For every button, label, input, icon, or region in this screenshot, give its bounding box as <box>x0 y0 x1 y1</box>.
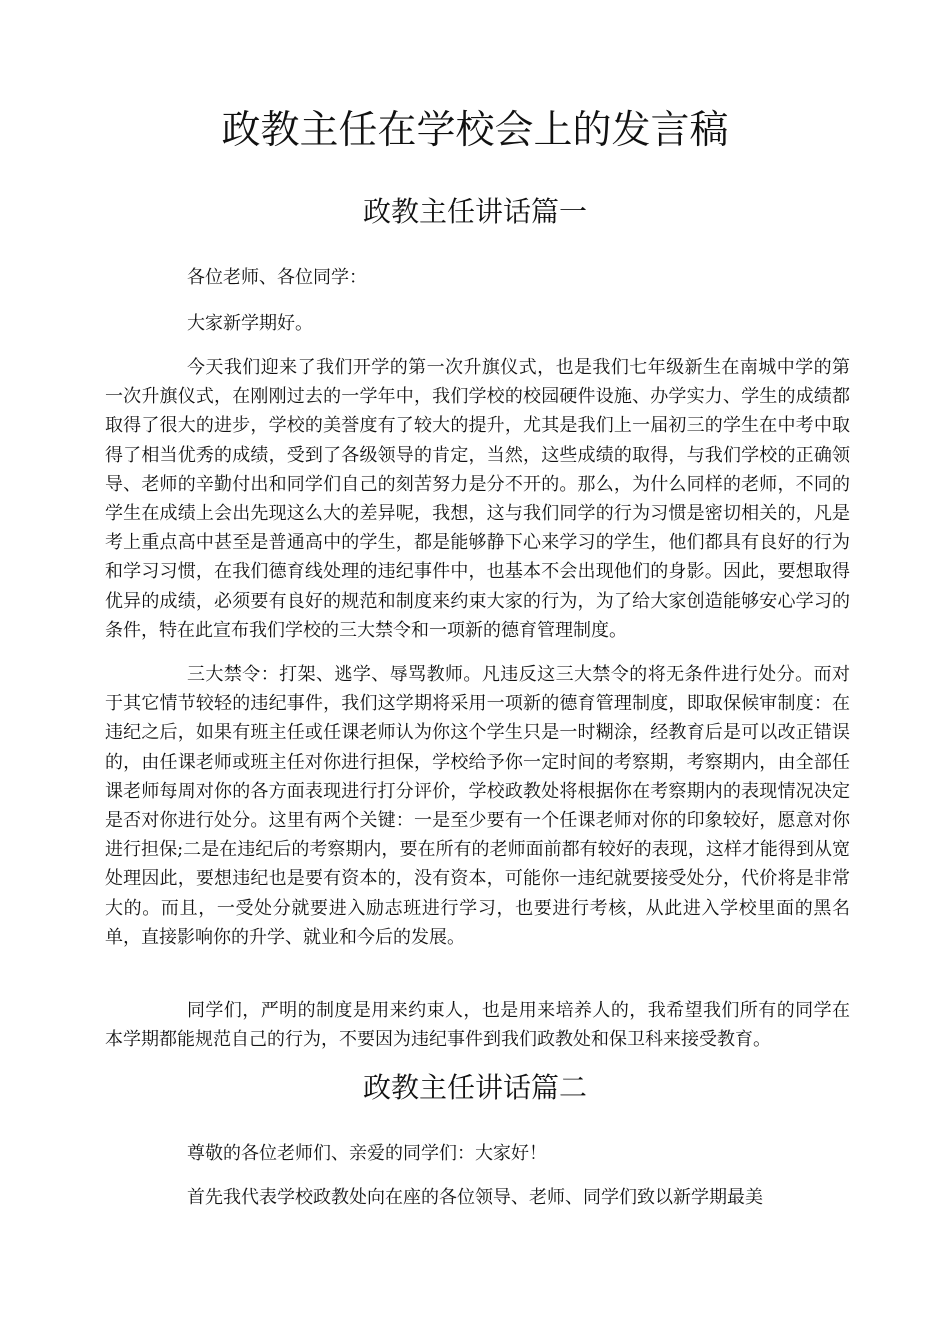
section-heading-1: 政教主任讲话篇一 <box>362 195 587 228</box>
body-paragraph-1: 今天我们迎来了我们开学的第一次升旗仪式，也是我们七年级新生在南城中学的第一次升旗仪式，在刚刚过去的一学年中，我们学校的校园硬件设施、办学实力、学生的成绩都取得了很大的进步，学校的美誉度有了较大的提升，尤其是我们上一届初三的学生在中考中取得了相当优秀的成绩，受到了各级领导的肯定，当然，这些成绩的取得，与我们学校的正确领导、老师的辛勤付出和同学们自己的刻苦努力是分不开的。那么，为什么同样的老师，不同的学生在成绩上会出先现这么大的差异呢，我想，这与我们同学的行为习惯是密切相关的，凡是考上重点高中甚至是普通高中的学生，都是能够静下心来学习的学生，他们都具有良好的行为和学习习惯，在我们德育线处理的违纪事件中，也基本不会出现他们的身影。因此，要想取得优异的成绩，必须要有良好的规范和制度来约束大家的行为，为了给大家创造能够安心学习的条件，特在此宣布我们学校的三大禁令和一项新的德育管理制度。 <box>105 357 850 641</box>
section-heading-2: 政教主任讲话篇二 <box>362 1071 587 1104</box>
body-paragraph-2: 三大禁令：打架、逃学、辱骂教师。凡违反这三大禁令的将无条件进行处分。而对于其它情节较轻的违纪事件，我们这学期将采用一项新的德育管理制度，即取保候审制度：在违纪之后，如果有班主任或任课老师认为你这个学生只是一时糊涂，经教育后是可以改正错误的，由任课老师或班主任对你进行担保，学校给予你一定时间的考察期，考察期内，由全部任课老师每周对你的各方面表现进行打分评价，学校政教处将根据你在考察期内的表现情况决定是否对你进行处分。这里有两个关键：一是至少要有一个任课老师对你的印象较好，愿意对你进行担保;二是在违纪后的考察期内，要在所有的老师面前都有较好的表现，这样才能得到从宽处理因此，要想违纪也是要有资本的，没有资本，可能你一违纪就要接受处分，代价将是非常大的。而且，一受处分就要进入励志班进行学习，也要进行考核，从此进入学校里面的黑名单，直接影响你的升学、就业和今后的发展。 <box>105 664 850 948</box>
greeting-paragraph-2: 尊敬的各位老师们、亲爱的同学们：大家好！ <box>187 1143 547 1164</box>
opening-paragraph: 大家新学期好。 <box>187 313 313 334</box>
body-paragraph-3: 同学们，严明的制度是用来约束人，也是用来培养人的，我希望我们所有的同学在本学期都能规范自己的行为，不要因为违纪事件到我们政教处和保卫科来接受教育。 <box>105 1000 850 1051</box>
document-title: 政教主任在学校会上的发言稿 <box>221 108 729 153</box>
body-paragraph-4: 首先我代表学校政教处向在座的各位领导、老师、同学们致以新学期最美 <box>187 1187 763 1208</box>
greeting-paragraph: 各位老师、各位同学： <box>187 267 367 288</box>
